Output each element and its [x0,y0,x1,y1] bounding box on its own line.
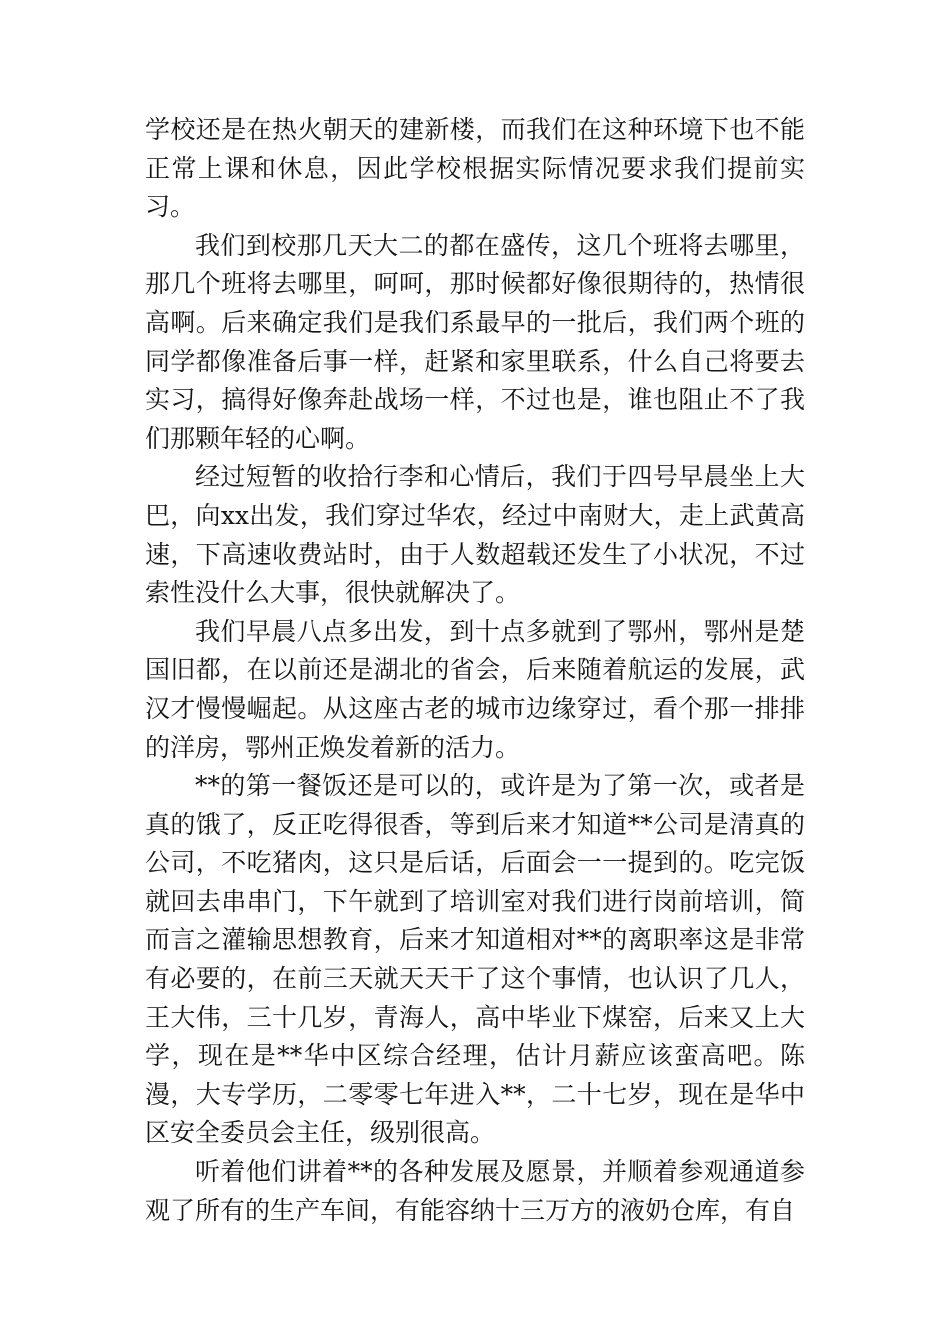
paragraph-6: 听着他们讲着**的各种发展及愿景，并顺着参观通道参观了所有的生产车间，有能容纳十三万方的液奶仓库，有自 [145,1157,805,1225]
document-body [145,111,805,1230]
paragraph-4: 我们早晨八点多出发，到十点多就到了鄂州，鄂州是楚国旧都，在以前还是湖北的省会，后来随着航运的发展，武汉才慢慢崛起。从这座古老的城市边缘穿过，看个那一排排的洋房，鄂州正焕发着新的活力。 [145,616,805,762]
paragraph-2: 我们到校那几天大二的都在盛传，这几个班将去哪里，那几个班将去哪里，呵呵，那时候都好像很期待的，热情很高啊。后来确定我们是我们系最早的一批后，我们两个班的同学都像准备后事一样，赶紧和家里联系，什么自己将要去实习，搞得好像奔赴战场一样，不过也是，谁也阻止不了我们那颗年轻的心啊。 [145,230,805,453]
paragraph-5: **的第一餐饭还是可以的，或许是为了第一次，或者是真的饿了，反正吃得很香，等到后来才知道**公司是清真的公司，不吃猪肉，这只是后话，后面会一一提到的。吃完饭就回去串串门，下午就到了培训室对我们进行岗前培训，简而言之灌输思想教育，后来才知道相对**的离职率这是非常有必要的，在前三天就天天干了这个事情，也认识了几人，王大伟，三十几岁，青海人，高中毕业下煤窑，后来又上大学，现在是**华中区综合经理，估计月薪应该蛮高吧。陈漫，大专学历，二零零七年进入**，二十七岁，现在是华中区安全委员会主任，级别很高。 [145,771,805,1148]
paragraph-1: 学校还是在热火朝天的建新楼，而我们在这种环境下也不能正常上课和休息，因此学校根据实际情况要求我们提前实习。 [145,115,805,222]
paragraph-3: 经过短暂的收拾行李和心情后，我们于四号早晨坐上大巴，向xx出发，我们穿过华农，经过中南财大，走上武黄高速，下高速收费站时，由于人数超载还发生了小状况，不过索性没什么大事，很快就解决了。 [145,462,805,608]
